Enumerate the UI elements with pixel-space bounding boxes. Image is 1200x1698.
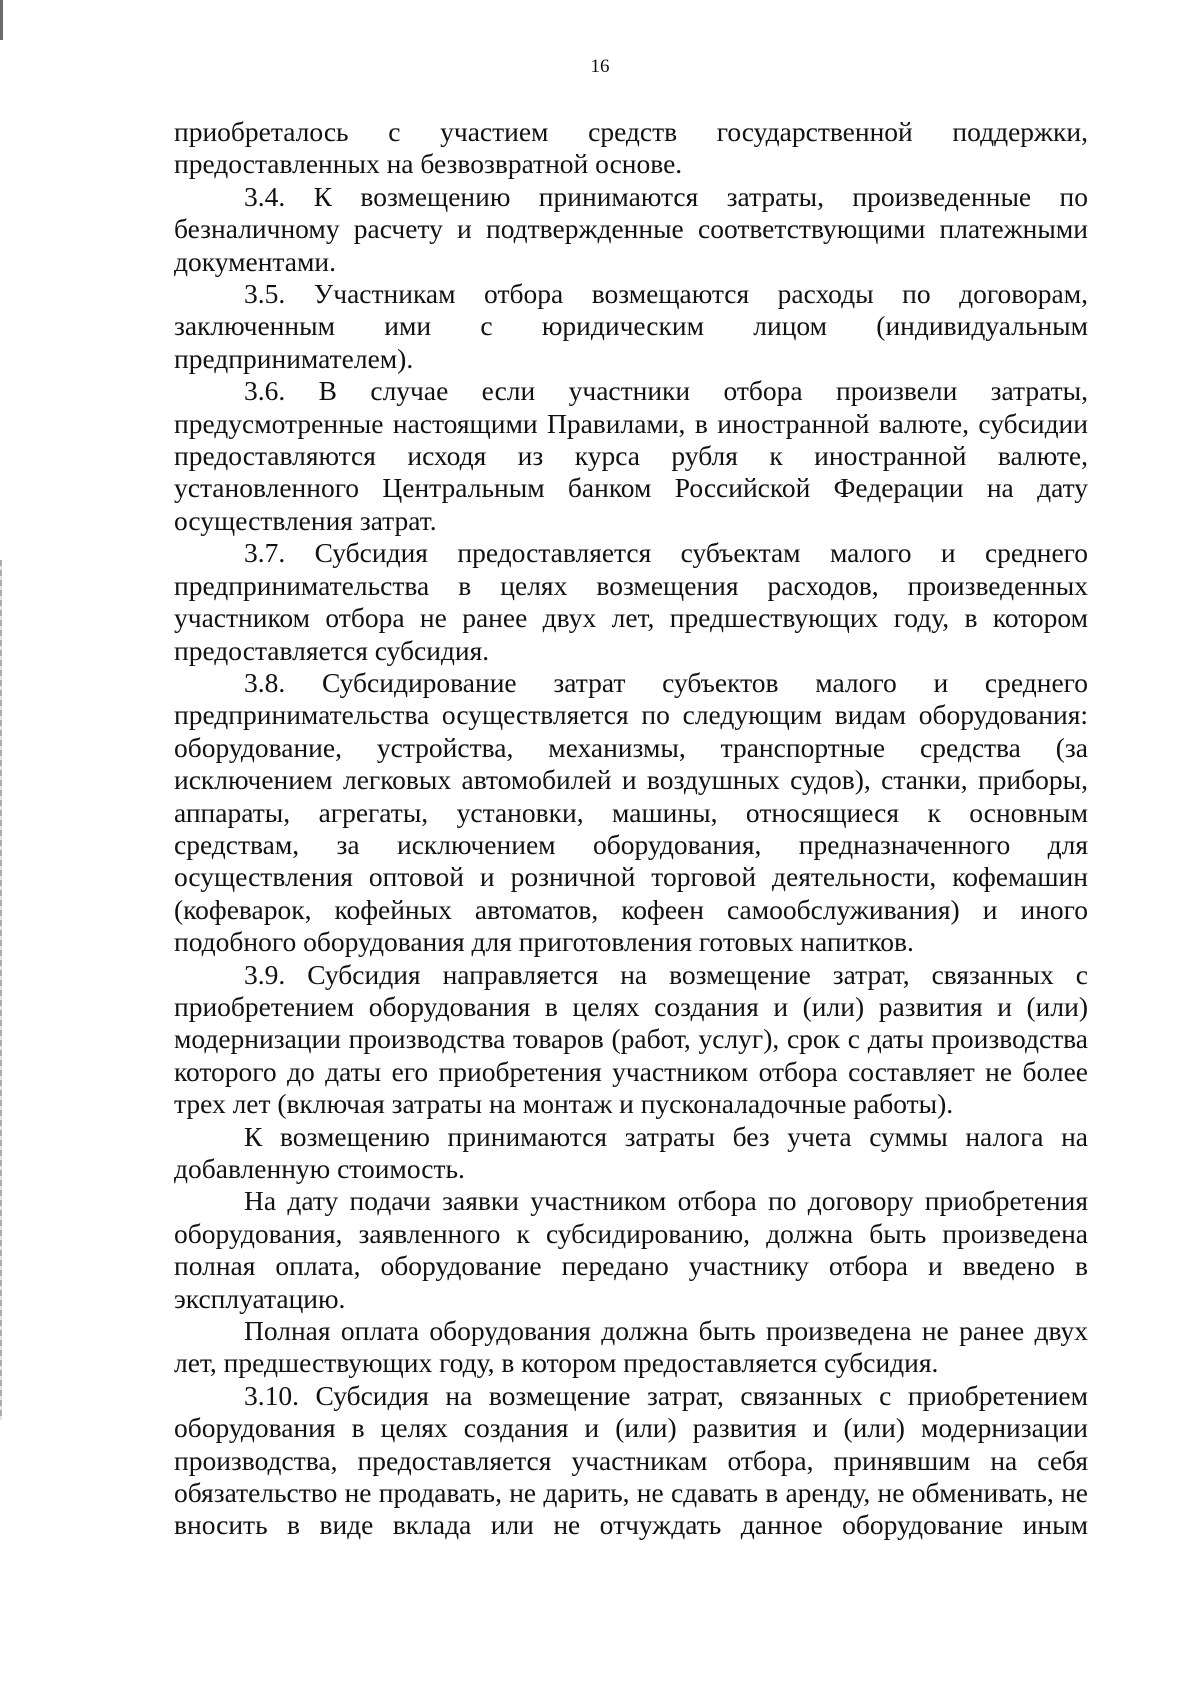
paragraph-full-payment: Полная оплата оборудования должна быть произведена не ранее двух лет, предшествующих году, в котором предоставляется субсидия. xyxy=(174,1315,1088,1379)
paragraph-3-6: 3.6. В случае если участники отбора произвели затраты, предусмотренные настоящими Правилами, в иностранной валюте, субсидии предоставляются исходя из курса рубля к иностранной валюте, установленного Центральным банком Российской Федерации на дату осуществления затрат. xyxy=(174,375,1088,536)
page-number: 16 xyxy=(590,56,610,77)
paragraph-application-date: На дату подачи заявки участником отбора по договору приобретения оборудования, заявленного к субсидированию, должна быть произведена полная оплата, оборудование передано участнику отбора и введено в эксплуатацию. xyxy=(174,1185,1088,1314)
scan-binding-shadow xyxy=(0,560,2,1420)
scan-edge-mark xyxy=(0,0,3,40)
paragraph-3-4: 3.4. К возмещению принимаются затраты, произведенные по безналичному расчету и подтвержденные соответствующими платежными документами. xyxy=(174,180,1088,277)
paragraph-3-7: 3.7. Субсидия предоставляется субъектам малого и среднего предпринимательства в целях возмещения расходов, произведенных участником отбора не ранее двух лет, предшествующих году, в котором предоставляется субсидия. xyxy=(174,537,1088,666)
paragraph-continuation: приобреталось с участием средств государственной поддержки, предоставленных на безвозвратной основе. xyxy=(174,116,1088,180)
document-body xyxy=(174,116,1088,1542)
paragraph-vat: К возмещению принимаются затраты без учета суммы налога на добавленную стоимость. xyxy=(174,1120,1088,1184)
paragraph-3-9: 3.9. Субсидия направляется на возмещение затрат, связанных с приобретением оборудования в целях создания и (или) развития и (или) модернизации производства товаров (работ, услуг), срок с даты производства которого до даты его приобретения участником отбора составляет не более трех лет (включая затраты на монтаж и пусконаладочные работы). xyxy=(174,958,1088,1120)
paragraph-3-8: 3.8. Субсидирование затрат субъектов малого и среднего предпринимательства осуществляется по следующим видам оборудования: оборудование, устройства, механизмы, транспортные средства (за исключением легковых автомобилей и воздушных судов), станки, приборы, аппараты, агрегаты, установки, машины, относящиеся к основным средствам, за исключением оборудования, предназначенного для осуществления оптовой и розничной торговой деятельности, кофемашин (кофеварок, кофейных автоматов, кофеен самообслуживания) и иного подобного оборудования для приготовления готовых напитков. xyxy=(174,666,1088,958)
paragraph-3-5: 3.5. Участникам отбора возмещаются расходы по договорам, заключенным ими с юридическим лицом (индивидуальным предпринимателем). xyxy=(174,278,1088,374)
paragraph-3-10: 3.10. Субсидия на возмещение затрат, связанных с приобретением оборудования в целях создания и (или) развития и (или) модернизации производства, предоставляется участникам отбора, принявшим на себя обязательство не продавать, не дарить, не сдавать в аренду, не обменивать, не вносить в виде вклада или не отчуждать данное оборудование иным xyxy=(174,1379,1088,1541)
